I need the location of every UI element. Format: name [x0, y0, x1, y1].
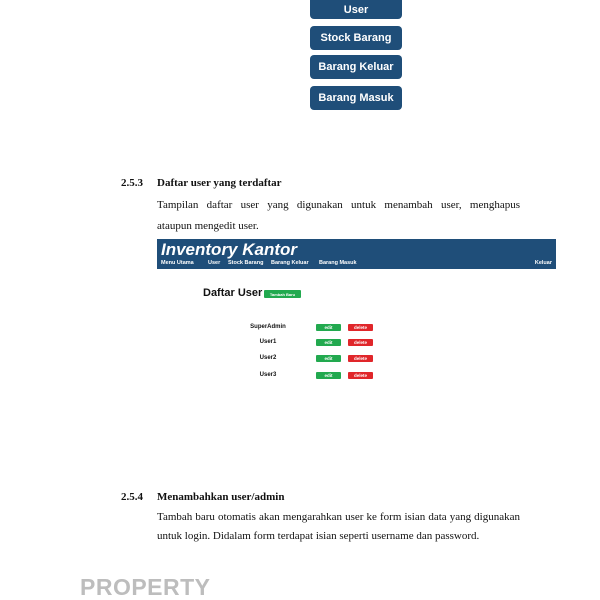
user-name: User3	[259, 372, 277, 378]
edit-button[interactable]: edit	[316, 339, 341, 346]
add-user-button[interactable]: Tambah Baru	[264, 290, 301, 298]
table-row	[0, 354, 600, 362]
delete-button[interactable]: delete	[348, 324, 373, 331]
watermark: PROPERTY	[80, 574, 211, 600]
user-name: SuperAdmin	[250, 324, 286, 330]
section-title: Menambahkan user/admin	[157, 491, 285, 503]
menu-button-barang-masuk[interactable]: Barang Masuk	[310, 86, 402, 110]
edit-button[interactable]: edit	[316, 355, 341, 362]
nav-item-stock-barang[interactable]: Stock Barang	[228, 260, 264, 266]
nav-item-barang-masuk[interactable]: Barang Masuk	[319, 260, 357, 266]
page-title: Daftar User	[203, 287, 263, 299]
table-row	[0, 323, 600, 331]
delete-button[interactable]: delete	[348, 339, 373, 346]
paragraph-line: Tampilan daftar user yang digunakan untuk menambah user, menghapus	[157, 199, 520, 211]
nav-item-keluar[interactable]: Keluar	[534, 260, 552, 266]
paragraph-line: untuk login. Didalam form terdapat isian seperti username dan password.	[157, 530, 480, 542]
table-row	[0, 371, 600, 379]
section-number: 2.5.4	[121, 491, 143, 503]
delete-button[interactable]: delete	[348, 355, 373, 362]
app-header-bar	[157, 239, 556, 269]
edit-button[interactable]: edit	[316, 372, 341, 379]
nav-item-barang-keluar[interactable]: Barang Keluar	[271, 260, 309, 266]
nav-item-user[interactable]: User	[208, 260, 221, 266]
user-name: User1	[259, 339, 277, 345]
paragraph-line: Tambah baru otomatis akan mengarahkan user ke form isian data yang digunakan	[157, 511, 520, 523]
edit-button[interactable]: edit	[316, 324, 341, 331]
delete-button[interactable]: delete	[348, 372, 373, 379]
user-name: User2	[259, 355, 277, 361]
section-title: Daftar user yang terdaftar	[157, 177, 282, 189]
menu-button-user[interactable]: User	[310, 0, 402, 19]
menu-button-barang-keluar[interactable]: Barang Keluar	[310, 55, 402, 79]
nav-item-menu-utama[interactable]: Menu Utama	[161, 260, 194, 266]
menu-button-stock-barang[interactable]: Stock Barang	[310, 26, 402, 50]
paragraph-line: ataupun mengedit user.	[157, 220, 259, 232]
table-row	[0, 338, 600, 346]
section-number: 2.5.3	[121, 177, 143, 189]
app-title: Inventory Kantor	[161, 240, 298, 259]
